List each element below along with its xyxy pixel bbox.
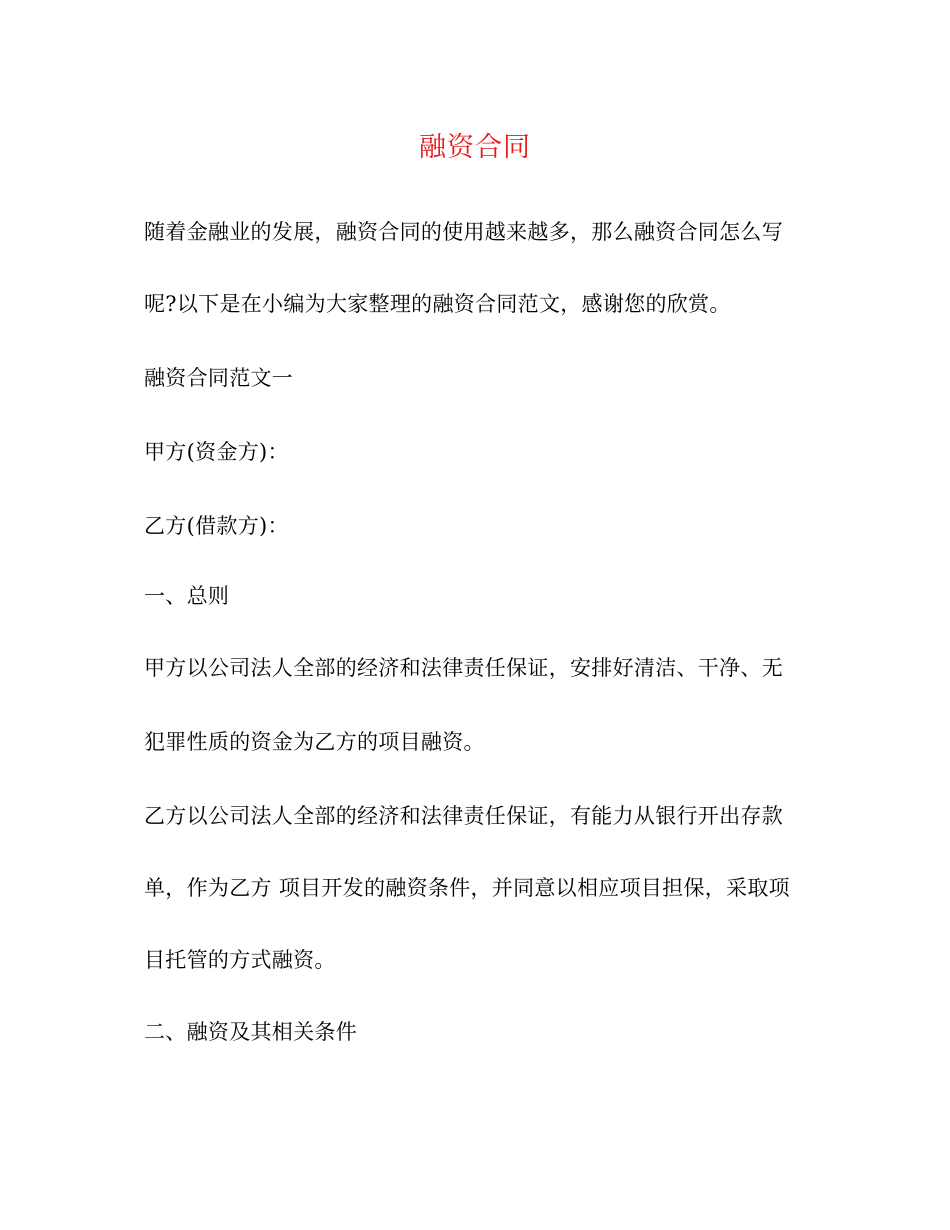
party-a-line: 甲方(资金方)： <box>144 440 289 464</box>
section-heading-financing: 二、融资及其相关条件 <box>144 1020 357 1044</box>
intro-line-1: 随着金融业的发展，融资合同的使用越来越多，那么融资合同怎么写 <box>144 220 783 244</box>
paragraph-line: 乙方以公司法人全部的经济和法律责任保证，有能力从银行开出存款 <box>144 804 783 828</box>
paragraph-line: 单，作为乙方 项目开发的融资条件，并同意以相应项目担保，采取项 <box>144 876 790 900</box>
intro-line-2: 呢?以下是在小编为大家整理的融资合同范文，感谢您的欣赏。 <box>144 292 731 316</box>
paragraph-line: 犯罪性质的资金为乙方的项目融资。 <box>144 730 485 754</box>
paragraph-line: 目托管的方式融资。 <box>144 948 336 972</box>
paragraph-line: 甲方以公司法人全部的经济和法律责任保证，安排好清洁、干净、无 <box>144 656 783 680</box>
document-title: 融资合同 <box>419 132 531 163</box>
party-b-line: 乙方(借款方)： <box>144 514 289 538</box>
section-heading-general: 一、总则 <box>144 584 230 608</box>
section-heading-sample-one: 融资合同范文一 <box>144 366 294 390</box>
